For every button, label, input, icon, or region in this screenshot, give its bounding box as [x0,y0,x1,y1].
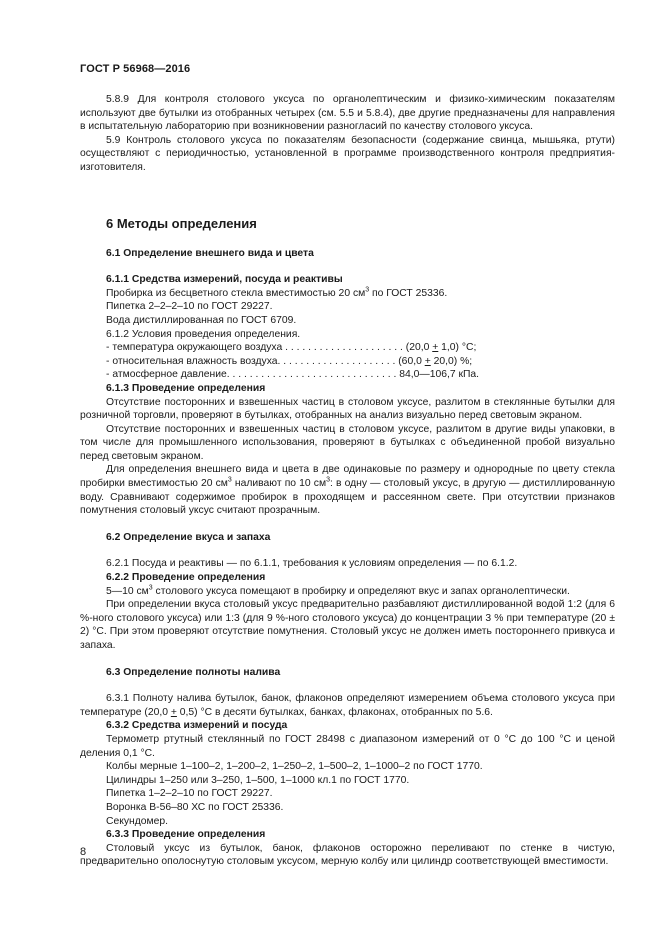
paragraph-6-1-3-c: Для определения внешнего вида и цвета в две одинаковые по размеру и однородные по цвету стекла пробирки вместимостью 20 $см^3$ наливают по 10 $см^3$: в одну — столовый уксус, в другую — дистиллированную воду. Сравнивают содержимое пробирок в проходящем и рассеянном свете. При отсутствии признаков помутнения столовый уксус считают прозрачным. [80,464,615,517]
item-pipette-2: Пипетка 1–2–2–10 по ГОСТ 29227. [106,788,273,800]
item-cylinders: Цилиндры 1–250 или 3–250, 1–500, 1–1000 кл.1 по ГОСТ 1770. [106,774,410,786]
section-6-2-title: 6.2 Определение вкуса и запаха [106,531,271,543]
paragraph-6-2-1: 6.2.1 Посуда и реактивы — по 6.1.1, требования к условиям определения — по 6.1.2. [106,558,518,570]
section-6-1-title: 6.1 Определение внешнего вида и цвета [106,247,314,259]
item-flasks: Колбы мерные 1–100–2, 1–200–2, 1–250–2, 1–500–2, 1–1000–2 по ГОСТ 1770. [106,761,483,773]
paragraph-5-8-9: 5.8.9 Для контроля столового уксуса по органолептическим и физико-химическим показателям используют две бутылки из отобранных четырех (см. 5.5 и 5.8.4), две другие предназначены для направления в испытательную лабораторию при возникновении разногласий по качеству столового уксуса. [80,94,615,133]
page-number: 8 [80,846,87,858]
paragraph-6-1-3-b: Отсутствие посторонних и взвешенных частиц в столовом уксусе, разлитом в другие виды упаковки, в том числе для промышленного использования, проверяют в бутылках с объединенной пробой визуально перед световым экраном. [80,423,615,462]
item-thermometer: Термометр ртутный стеклянный по ГОСТ 28498 с диапазоном измерений от 0 °С до 100 °С и ценой деления 0,1 °С. [80,733,615,759]
paragraph-6-1-3-a: Отсутствие посторонних и взвешенных частиц в столовом уксусе, разлитом в стеклянные бутылки для розничной торговли, проверяют в бутылках, отобранных на анализ визуально перед световым экраном. [80,396,615,422]
paragraph-6-2-2-a: 5—10 $см^3$ столового уксуса помещают в пробирку и определяют вкус и запах органолептически. [106,584,570,597]
section-6-3-3-title: 6.3.3 Проведение определения [106,829,266,841]
section-6-1-2-title: 6.1.2 Условия проведения определения. [106,328,301,340]
standard-header: ГОСТ Р 56968—2016 [80,63,191,75]
section-6-3-title: 6.3 Определение полноты налива [106,666,281,678]
condition-pressure: - атмосферное давление. . . . . . . . . . . . . . . . . . . . . . . . . . . . . . 84,0—106,7 кПа. [106,369,480,381]
condition-humidity: - относительная влажность воздуха. . . . . . . . . . . . . . . . . . . . . (60,0 + 20,0) %; [106,355,473,367]
item-water: Вода дистиллированная по ГОСТ 6709. [106,314,297,326]
item-pipette: Пипетка 2–2–2–10 по ГОСТ 29227. [106,301,273,313]
section-6-title: 6 Методы определения [106,215,257,231]
paragraph-5-9: 5.9 Контроль столового уксуса по показателям безопасности (содержание свинца, мышьяка, ртути) осуществляют с периодичностью, установленной в программе производственного контроля предприятия-изготовителя. [80,134,615,173]
item-stopwatch: Секундомер. [106,815,169,827]
item-funnel: Воронка В-56–80 ХС по ГОСТ 25336. [106,801,284,813]
item-test-tube: Пробирка из бесцветного стекла вместимостью 20 $см^3$ по ГОСТ 25336. [106,286,448,299]
paragraph-6-3-3: Столовый уксус из бутылок, банок, флаконов осторожно переливают по стенке в чистую, предварительно ополоснутую столовым уксусом, мерную колбу или цилиндр соответствующей вместимости. [80,842,615,868]
paragraph-6-2-2-b: При определении вкуса столовый уксус предварительно разбавляют дистиллированной водой 1:2 (для 6 %-ного столового уксуса) или 1:3 (для 9 %-ного столового уксуса) до концентрации 3 % при температуре (20 ± 2) °С. При этом проверяют отсутствие помутнения. Столовый уксус не должен иметь постороннего привкуса и запаха. [80,599,615,651]
page-content [80,93,615,869]
section-6-1-1-title: 6.1.1 Средства измерений, посуда и реактивы [106,274,343,286]
section-6-3-2-title: 6.3.2 Средства измерений и посуда [106,720,288,732]
section-6-2-2-title: 6.2.2 Проведение определения [106,572,266,584]
section-6-1-3-title: 6.1.3 Проведение определения [106,382,266,394]
paragraph-6-3-1: 6.3.1 Полноту налива бутылок, банок, флаконов определяют измерением объема столового уксуса при температуре (20,0 + 0,5) °С в десяти бутылках, банках, флаконах, отобранных по 5.6. [80,693,615,718]
condition-temperature: - температура окружающего воздуха . . . . . . . . . . . . . . . . . . . . . (20,0 + 1,0) °С; [106,342,477,354]
